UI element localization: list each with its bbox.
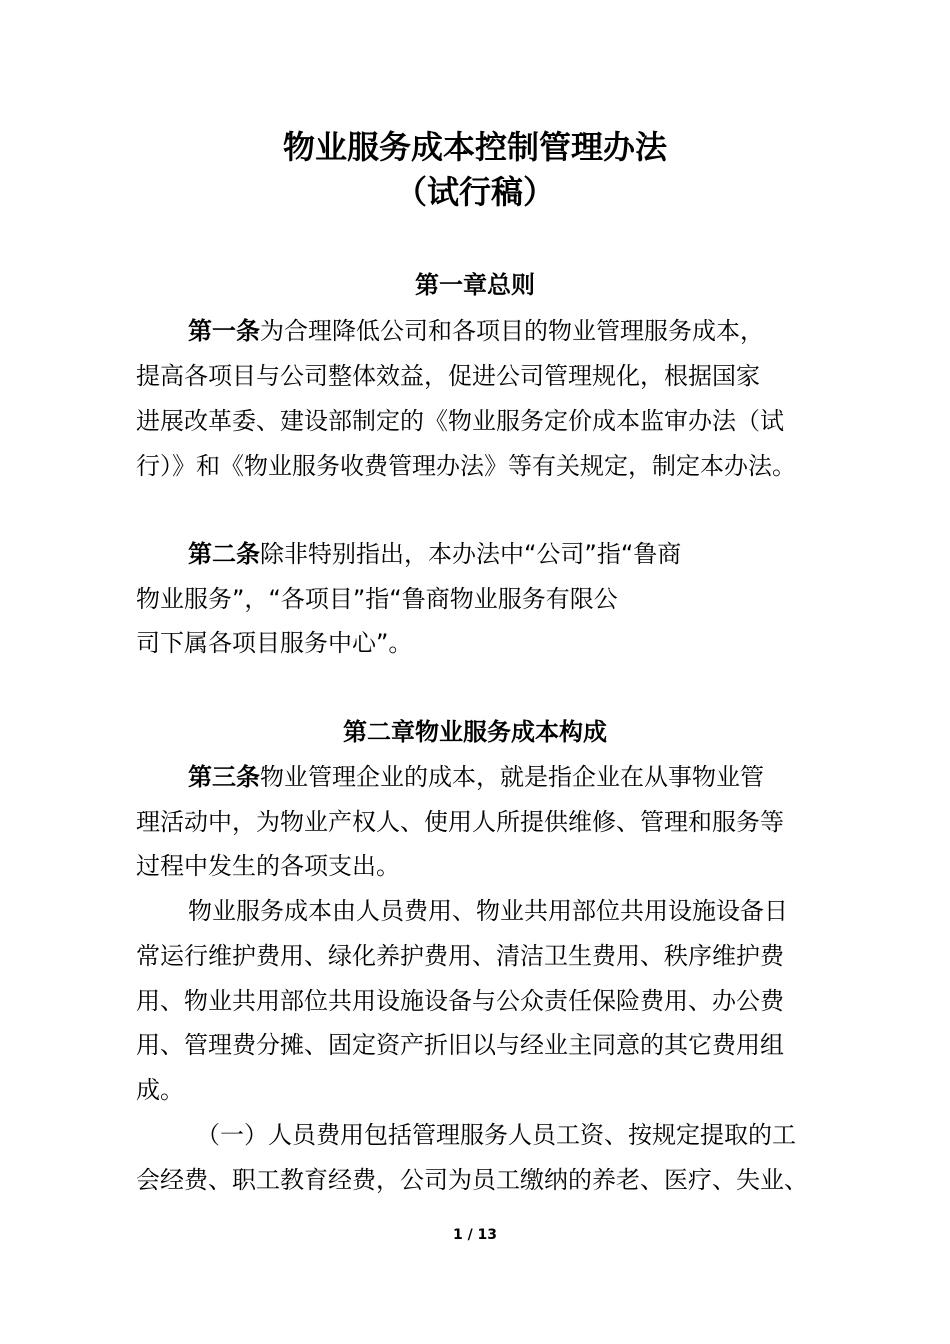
article-3-line-2: 理活动中，为物业产权人、使用人所提供维修、管理和服务等 <box>136 808 784 836</box>
cost-para-line-1: 物业服务成本由人员费用、物业共用部位共用设施设备日 <box>188 897 788 925</box>
page-number: 1 / 13 <box>452 1227 498 1243</box>
article-3-label: 第三条 <box>188 763 260 791</box>
cost-para-line-2: 常运行维护费用、绿化养护费用、清洁卫生费用、秩序维护费 <box>136 942 784 970</box>
article-1-line-4: 行）》和《物业服务收费管理办法》等有关规定，制定本办法。 <box>136 452 796 480</box>
article-3-line-1 <box>188 762 764 792</box>
document-title: 物业服务成本控制管理办法 <box>282 128 667 166</box>
item-1-line-2: 会经费、职工教育经费，公司为员工缴纳的养老、医疗、失业、 <box>136 1166 808 1194</box>
article-1-line-1 <box>188 316 764 346</box>
article-2-line-1 <box>188 539 681 569</box>
article-2-line-3: 司下属各项目服务中心”。 <box>136 629 413 657</box>
article-3-text: 物业管理企业的成本，就是指企业在从事物业管 <box>260 763 764 791</box>
article-1-line-2: 提高各项目与公司整体效益，促进公司管理规化，根据国家 <box>136 362 760 390</box>
article-1-line-3: 进展改革委、建设部制定的《物业服务定价成本监审办法（试 <box>136 407 784 435</box>
article-1-text: 为合理降低公司和各项目的物业管理服务成本， <box>260 317 764 345</box>
item-1-line-1: （一）人员费用包括管理服务人员工资、按规定提取的工 <box>196 1121 796 1149</box>
article-2-text: 除非特别指出，本办法中“公司”指“鲁商 <box>260 540 682 568</box>
chapter-1-heading: 第一章总则 <box>415 271 535 299</box>
article-3-line-3: 过程中发生的各项支出。 <box>136 852 400 880</box>
article-2-label: 第二条 <box>188 540 260 568</box>
article-2-line-2: 物业服务”，“各项目”指“鲁商物业服务有限公 <box>136 585 618 613</box>
cost-para-line-3: 用、物业共用部位共用设施设备与公众责任保险费用、办公费 <box>136 987 784 1015</box>
chapter-2-heading: 第二章物业服务成本构成 <box>343 718 607 746</box>
article-1-label: 第一条 <box>188 317 260 345</box>
document-subtitle: （试行稿） <box>394 173 555 211</box>
cost-para-line-5: 成。 <box>136 1076 184 1104</box>
cost-para-line-4: 用、管理费分摊、固定资产折旧以与经业主同意的其它费用组 <box>136 1031 784 1059</box>
